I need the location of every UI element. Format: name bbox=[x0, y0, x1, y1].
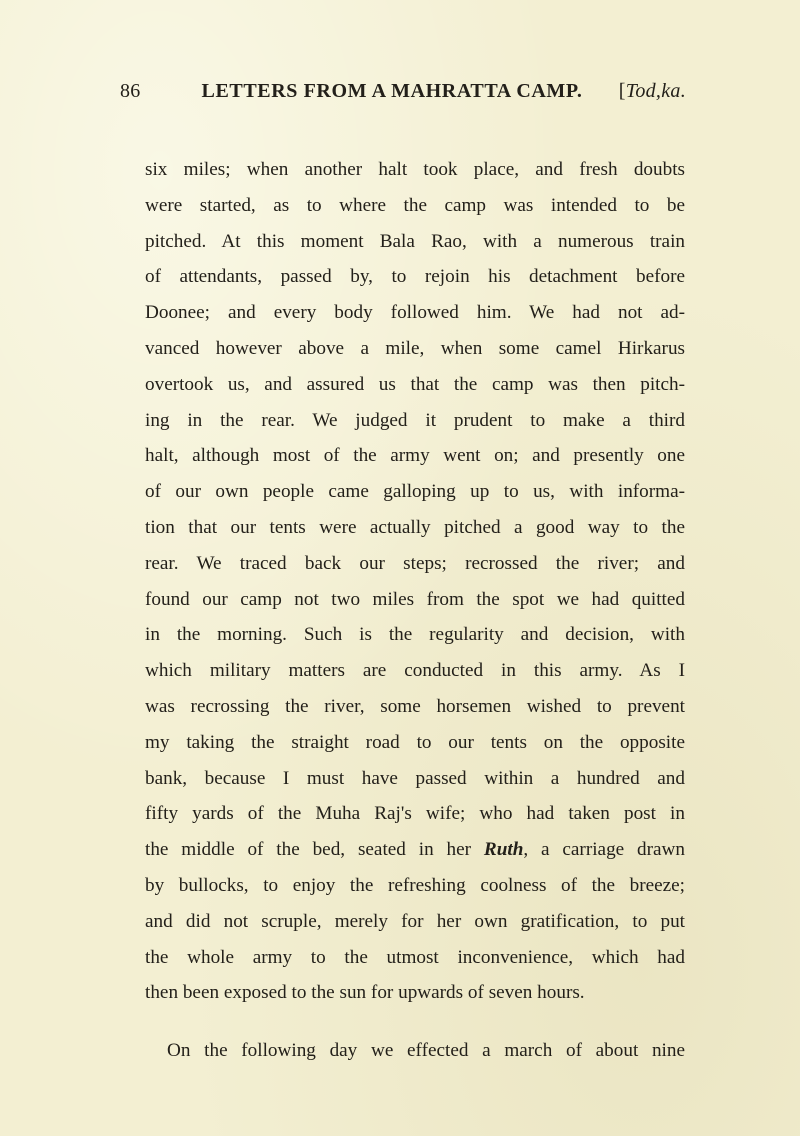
text-line: overtook us, and assured us that the camp was then pitch- bbox=[145, 373, 685, 395]
text-line: On the following day we effected a march of about nine bbox=[167, 1040, 685, 1062]
section-bracket: [ bbox=[618, 80, 626, 102]
italic-term-ruth: Ruth bbox=[483, 839, 524, 861]
text-line: of attendants, passed by, to rejoin his detachment before bbox=[145, 266, 685, 288]
text-line: ing in the rear. We judged it prudent to make a third bbox=[145, 409, 685, 431]
paragraph-1 bbox=[145, 152, 685, 1011]
text-line: halt, although most of the army went on; and presently one bbox=[145, 445, 685, 467]
text-line: fifty yards of the Muha Raj's wife; who had taken post in bbox=[145, 803, 685, 825]
paragraph-2 bbox=[145, 1033, 685, 1069]
text-line: my taking the straight road to our tents on the opposite bbox=[145, 731, 685, 753]
text-line: rear. We traced back our steps; recrossed the river; and bbox=[145, 552, 685, 574]
text-line: Doonee; and every body followed him. We had not ad- bbox=[145, 302, 685, 324]
text-fragment: , a carriage drawn bbox=[523, 839, 685, 861]
text-line: six miles; when another halt took place, and fresh doubts bbox=[145, 159, 685, 180]
page-number: 86 bbox=[120, 80, 141, 102]
text-line: vanced however above a mile, when some camel Hirkarus bbox=[145, 337, 685, 359]
text-line: the whole army to the utmost inconvenience, which had bbox=[145, 946, 685, 968]
text-line: and did not scruple, merely for her own gratification, to put bbox=[145, 910, 685, 932]
text-line: found our camp not two miles from the spot we had quitted bbox=[145, 588, 685, 610]
text-line: by bullocks, to enjoy the refreshing coolness of the breeze; bbox=[145, 874, 685, 896]
body-text bbox=[145, 152, 685, 1069]
text-fragment: the middle of the bed, seated in her bbox=[145, 839, 484, 861]
text-line: tion that our tents were actually pitched a good way to the bbox=[145, 516, 685, 538]
section-name: Tod,ka. bbox=[625, 80, 686, 102]
text-line: pitched. At this moment Bala Rao, with a numerous train bbox=[145, 230, 685, 252]
text-line: of our own people came galloping up to us, with informa- bbox=[145, 481, 685, 503]
paragraph-gap bbox=[145, 1011, 685, 1033]
running-section bbox=[619, 80, 686, 103]
text-line: in the morning. Such is the regularity and decision, with bbox=[145, 624, 685, 646]
text-line: bank, because I must have passed within a hundred and bbox=[145, 767, 685, 789]
text-line bbox=[145, 832, 685, 868]
running-title: LETTERS FROM A MAHRATTA CAMP. bbox=[201, 80, 583, 102]
text-line: which military matters are conducted in this army. As I bbox=[145, 660, 685, 682]
text-line: were started, as to where the camp was intended to be bbox=[145, 194, 685, 216]
text-line-paragraph-end: then been exposed to the sun for upwards of seven hours. bbox=[145, 982, 585, 1004]
text-line: was recrossing the river, some horsemen wished to prevent bbox=[145, 695, 685, 717]
running-header bbox=[120, 80, 686, 112]
